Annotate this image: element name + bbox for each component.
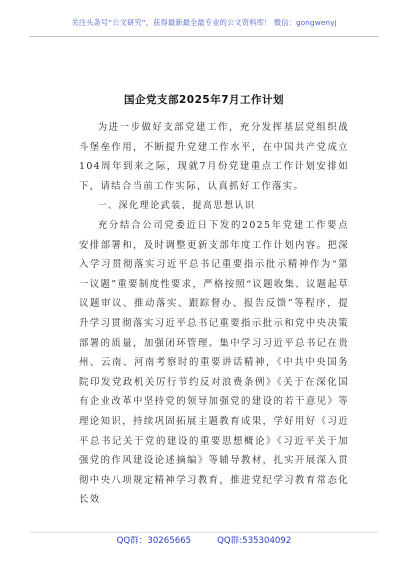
qq-group-1: QQ群：30265665 xyxy=(116,536,192,546)
footer xyxy=(0,534,408,546)
section-heading: 一、深化理论武装，提高思想认识 xyxy=(97,200,256,212)
intro-paragraph: 为进一步做好支部党建工作，充分发挥基层党组织战斗堡垒作用，不断提升党建工作水平，在中国共产党成立104周年到来之际，现就7月份党建重点工作计划安排如下，请结合当前工作实际，认真抓好工作落实。 xyxy=(79,122,349,192)
section-paragraph: 充分结合公司党委近日下发的2025年党建工作要点安排部署和，及时调整更新支部年度工作计划内容。把深入学习贯彻落实习近平总书记重要指示批示精神作为“第一议题”重要制度性要求，严格按照“议题收集、议题起草议题审议、推动落实、跟踪督办、报告反馈”等程序，提升学习贯彻落实习近平总书记重要指示批示和党中央决策部署的质量，加强闭环管理。集中学习习近平总书记在贵州、云南、河南考察时的重要讲话精神，《中共中央国务院印发党政机关厉行节约反对浪费条例》《关于在深化国有企业改革中坚持党的领导加强党的建设的若干意见》等理论知识，持续巩固拓展主题教育成果，学好用好《习近平总书记关于党的建设的重要思想概论》《习近平关于加强党的作风建设论述摘编》等辅导教材，扎实开展深入贯彻中央八项规定精神学习教育，推进党纪学习教育常态化长效 xyxy=(79,219,349,506)
document-title: 国企党支部2025年7月工作计划 xyxy=(123,94,285,106)
promo-banner: 关注头条号“公文研究”，获得最新最全最专业的公文资料库！ 微信：gongwenyj xyxy=(71,18,337,27)
footer-divider xyxy=(30,532,378,533)
header-divider xyxy=(30,36,378,37)
qq-group-2: QQ群:535304092 xyxy=(217,536,292,546)
document-body xyxy=(79,118,349,510)
